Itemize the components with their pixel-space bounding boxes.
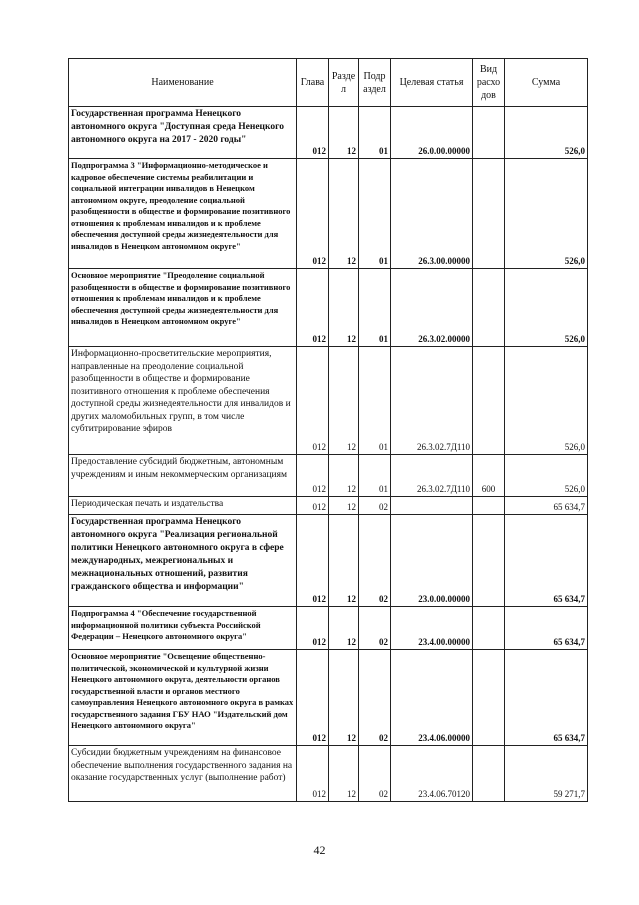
row-name: Государственная программа Ненецкого автономного округа "Доступная среда Ненецкого автономного округа на 2017 - 2020 годы": [69, 107, 297, 159]
row-name: Подпрограмма 3 "Информационно-методическое и кадровое обеспечение системы реабилитации и социальной интеграции инвалидов в Ненецком автономном округе, преодоление социальной разобщенности в обществе и формирование позитивного отношения к проблемам инвалидов и к проблеме обеспечения доступной среды жизнедеятельности для инвалидов в Ненецком автономном округе": [69, 159, 297, 269]
row-subsection: 02: [359, 515, 391, 607]
row-section: 12: [329, 107, 359, 159]
row-name: Основное мероприятие "Преодоление социальной разобщенности в обществе и формирование позитивного отношения к проблемам инвалидов и к проблеме обеспечения доступной среды жизнедеятельности для инвалидов в Ненецком автономном округе": [69, 269, 297, 347]
row-target: 26.3.00.00000: [391, 159, 473, 269]
row-name: Основное мероприятие "Освещение общественно-политической, экономической и культурной жизни Ненецкого автономного округа, деятельности органов государственной власти и органов местного самоуправления Ненецкого автономного округа в рамках государственного задания ГБУ НАО "Издательский дом Ненецкого автономного округа": [69, 650, 297, 746]
row-chapter: 012: [297, 347, 329, 455]
table-row: [69, 455, 588, 497]
table-row: [69, 347, 588, 455]
row-section: 12: [329, 746, 359, 802]
row-type: [473, 107, 505, 159]
table-row: [69, 159, 588, 269]
row-type: [473, 650, 505, 746]
page-number: 42: [313, 843, 326, 857]
row-amount: 59 271,7: [505, 746, 588, 802]
table-row: [69, 650, 588, 746]
row-section: 12: [329, 607, 359, 650]
row-amount: 526,0: [505, 347, 588, 455]
row-name: Субсидии бюджетным учреждениям на финансовое обеспечение выполнения государственного задания на оказание государственных услуг (выполнение работ): [69, 746, 297, 802]
row-subsection: 01: [359, 107, 391, 159]
header-target-article: Целевая статья: [391, 59, 473, 107]
row-amount: 65 634,7: [505, 515, 588, 607]
row-chapter: 012: [297, 515, 329, 607]
row-amount: 526,0: [505, 159, 588, 269]
row-subsection: 02: [359, 607, 391, 650]
row-subsection: 01: [359, 347, 391, 455]
budget-table: [68, 58, 588, 802]
header-name: Наименование: [69, 59, 297, 107]
row-name: Подпрограмма 4 "Обеспечение государственной информационной политики субъекта Российской Федерации – Ненецкого автономного округа": [69, 607, 297, 650]
header-section: Разде л: [329, 59, 359, 107]
row-target: 23.0.00.00000: [391, 515, 473, 607]
row-chapter: 012: [297, 607, 329, 650]
row-subsection: 02: [359, 497, 391, 515]
row-name: Предоставление субсидий бюджетным, автономным учреждениям и иным некоммерческим организациям: [69, 455, 297, 497]
row-type: [473, 515, 505, 607]
row-chapter: 012: [297, 455, 329, 497]
row-target: 26.3.02.7Д110: [391, 347, 473, 455]
row-amount: 65 634,7: [505, 497, 588, 515]
header-expense-type: Вид расхо дов: [473, 59, 505, 107]
row-name: Периодическая печать и издательства: [69, 497, 297, 515]
row-section: 12: [329, 497, 359, 515]
row-amount: 65 634,7: [505, 607, 588, 650]
row-section: 12: [329, 515, 359, 607]
table-row: [69, 107, 588, 159]
row-target: 26.0.00.00000: [391, 107, 473, 159]
table-row: [69, 607, 588, 650]
row-chapter: 012: [297, 746, 329, 802]
row-amount: 65 634,7: [505, 650, 588, 746]
table-header: [69, 59, 588, 107]
row-amount: 526,0: [505, 455, 588, 497]
table-row: [69, 497, 588, 515]
row-chapter: 012: [297, 650, 329, 746]
row-subsection: 01: [359, 159, 391, 269]
row-section: 12: [329, 650, 359, 746]
row-type: [473, 497, 505, 515]
row-name: Государственная программа Ненецкого автономного округа "Реализация региональной политики Ненецкого автономного округа в сфере международных, межрегиональных и межнациональных отношений, развития гражданского общества и информации": [69, 515, 297, 607]
row-section: 12: [329, 269, 359, 347]
row-name: Информационно-просветительские мероприятия, направленные на преодоление социальной разобщенности в обществе и формирование позитивного отношения к проблеме обеспечения доступной среды жизнедеятельности для инвалидов и других маломобильных групп, в том числе субтитрирование эфиров: [69, 347, 297, 455]
row-target: 23.4.06.70120: [391, 746, 473, 802]
row-subsection: 02: [359, 650, 391, 746]
row-subsection: 01: [359, 455, 391, 497]
row-type: 600: [473, 455, 505, 497]
row-chapter: 012: [297, 497, 329, 515]
row-target: 23.4.06.00000: [391, 650, 473, 746]
row-amount: 526,0: [505, 269, 588, 347]
table-row: [69, 515, 588, 607]
row-target: 26.3.02.7Д110: [391, 455, 473, 497]
row-chapter: 012: [297, 159, 329, 269]
row-type: [473, 269, 505, 347]
row-type: [473, 347, 505, 455]
header-amount: Сумма: [505, 59, 588, 107]
row-chapter: 012: [297, 269, 329, 347]
row-target: 26.3.02.00000: [391, 269, 473, 347]
row-amount: 526,0: [505, 107, 588, 159]
row-section: 12: [329, 455, 359, 497]
row-subsection: 02: [359, 746, 391, 802]
row-type: [473, 159, 505, 269]
row-target: 23.4.00.00000: [391, 607, 473, 650]
row-type: [473, 607, 505, 650]
row-section: 12: [329, 347, 359, 455]
row-type: [473, 746, 505, 802]
table-row: [69, 746, 588, 802]
table-row: [69, 269, 588, 347]
row-subsection: 01: [359, 269, 391, 347]
header-subsection: Подр аздел: [359, 59, 391, 107]
header-chapter: Глава: [297, 59, 329, 107]
row-chapter: 012: [297, 107, 329, 159]
row-section: 12: [329, 159, 359, 269]
row-target: [391, 497, 473, 515]
